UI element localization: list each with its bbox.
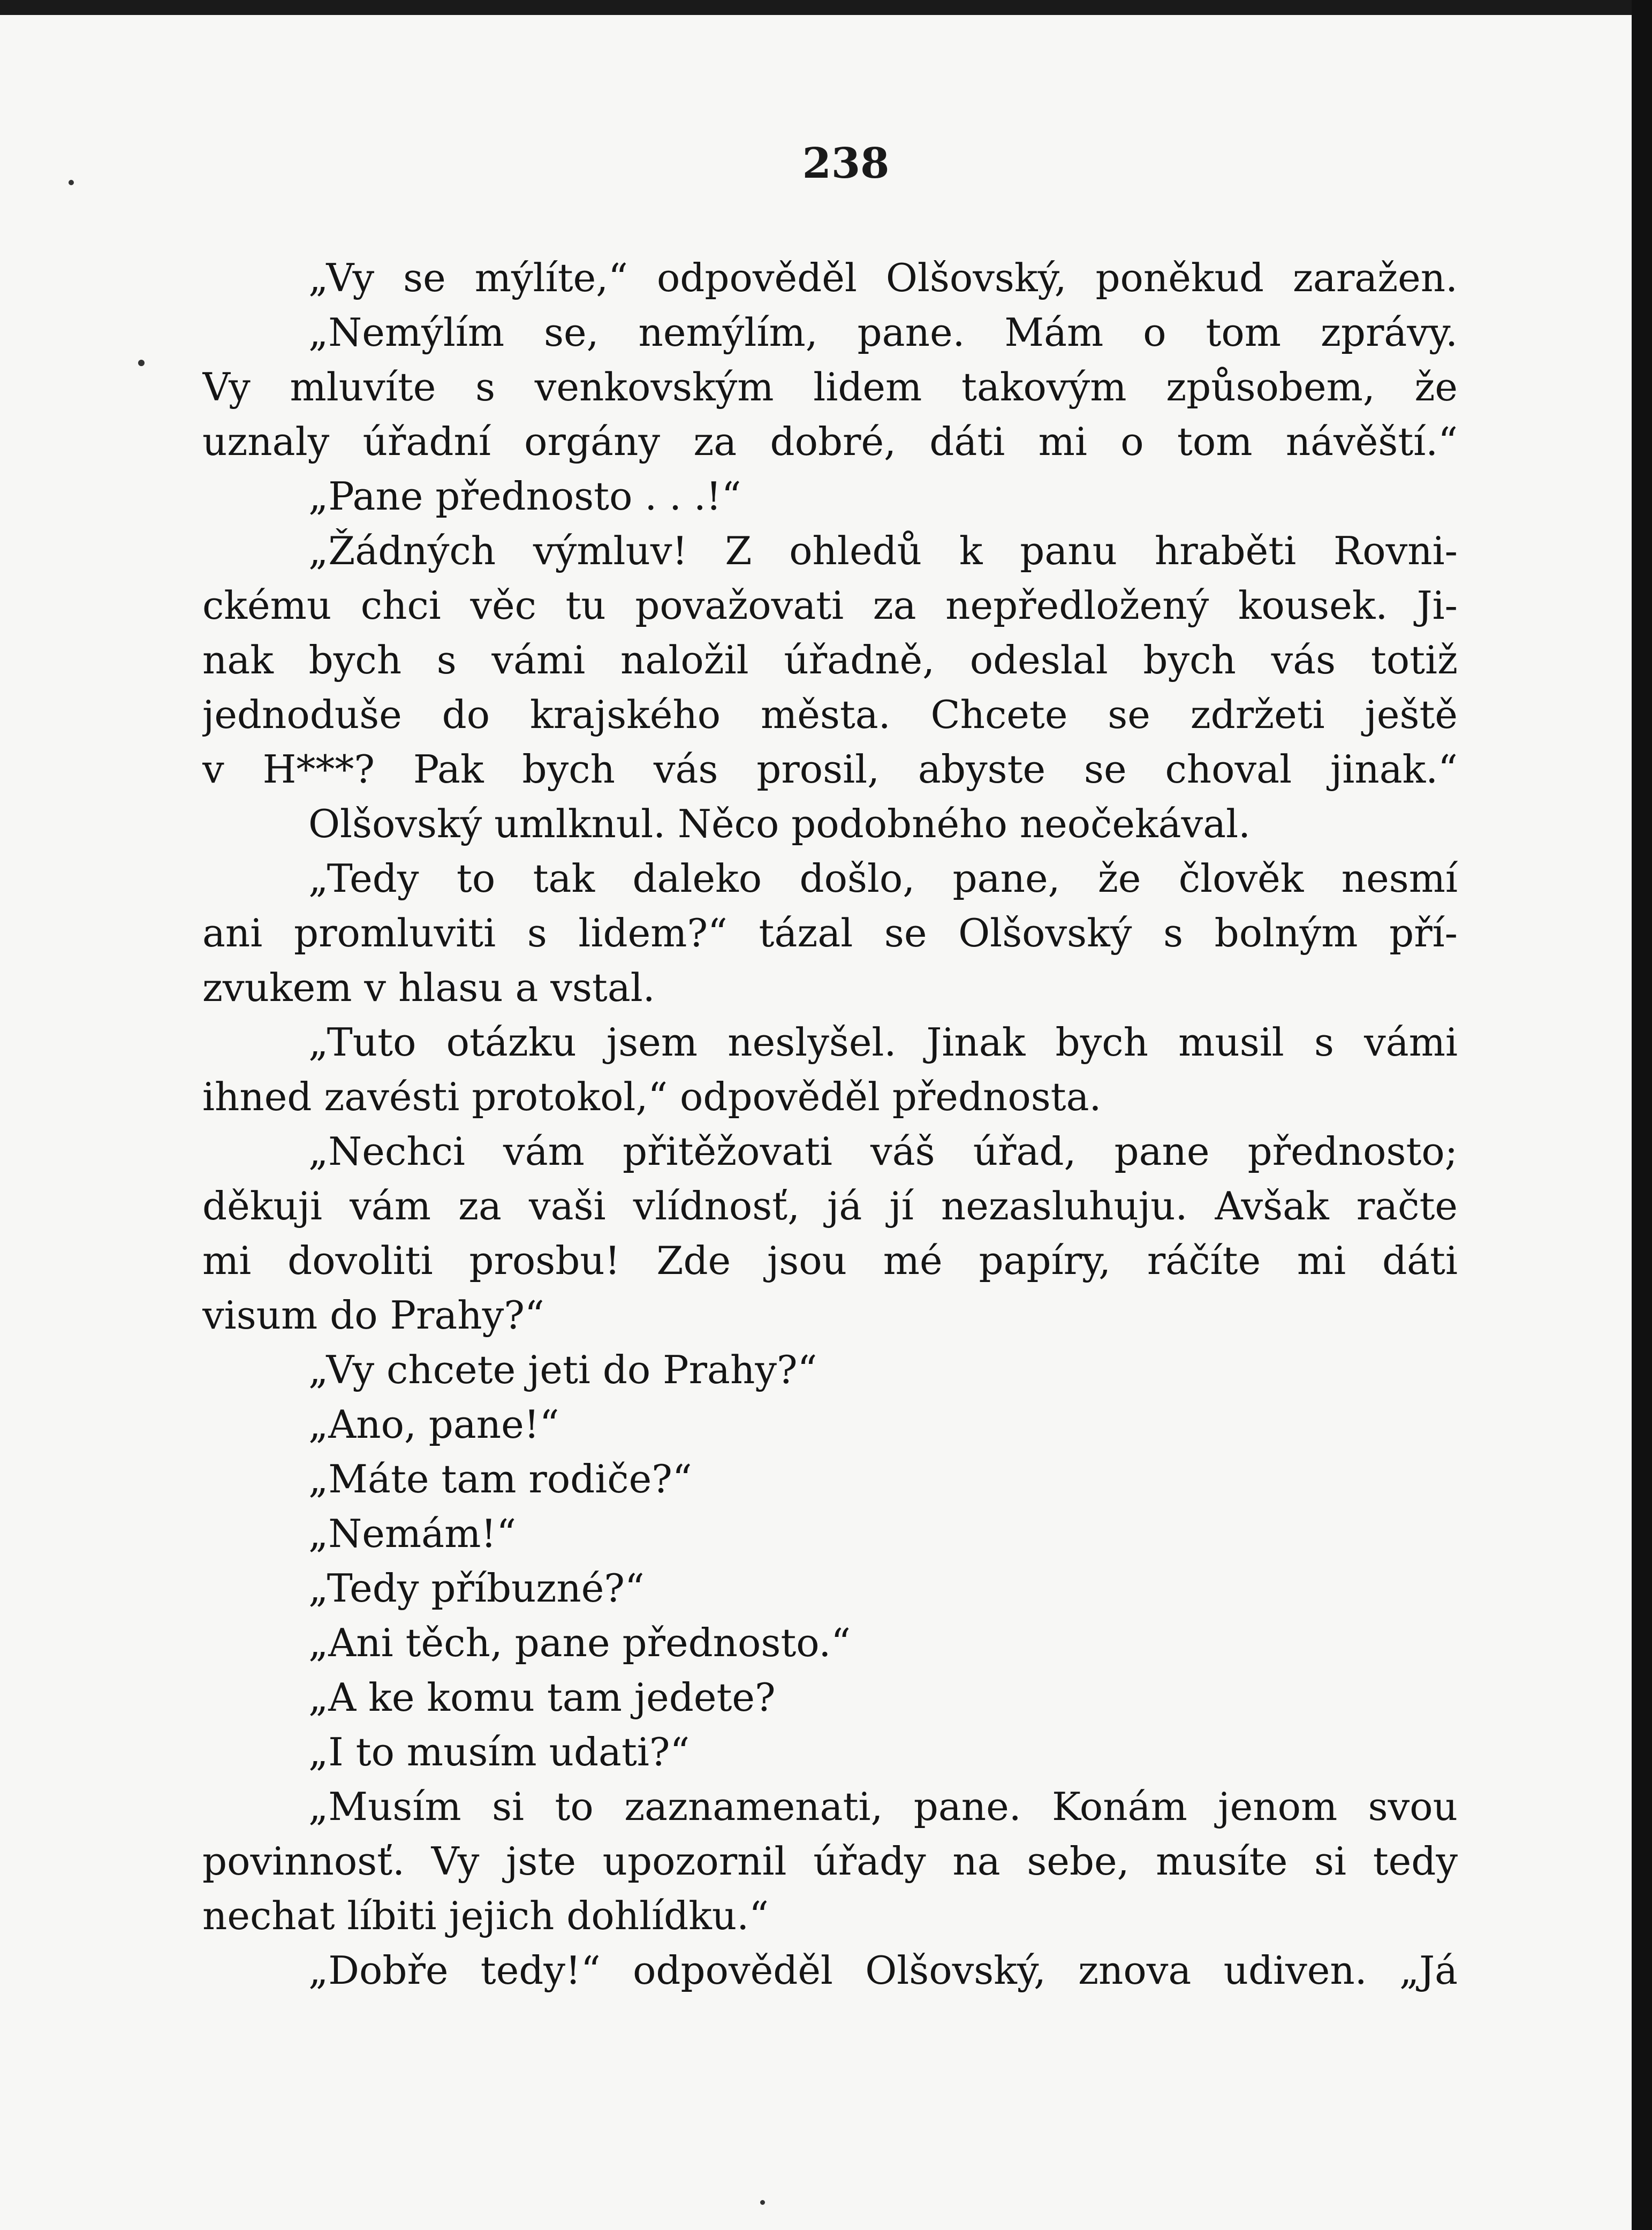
- text-line: „I to musím udati?“: [308, 1730, 690, 1774]
- text-line: „Pane přednosto . . .!“: [308, 474, 741, 519]
- text-line: „A ke komu tam jedete?: [308, 1675, 776, 1720]
- text-line: „Tedy to tak daleko došlo, pane, že člověk nesmí: [308, 856, 1458, 901]
- scan-border-top: [0, 0, 1652, 15]
- text-line: „Dobře tedy!“ odpověděl Olšovský, znova udiven. „Já: [308, 1948, 1458, 1993]
- text-line: ihned zavésti protokol,“ odpověděl přednosta.: [202, 1074, 1102, 1119]
- text-line: „Máte tam rodiče?“: [308, 1457, 692, 1501]
- scan-speck: [760, 2200, 765, 2205]
- text-line: „Vy chcete jeti do Prahy?“: [308, 1347, 817, 1392]
- text-line: „Tuto otázku jsem neslyšel. Jinak bych musil s vámi: [308, 1020, 1458, 1065]
- text-line: „Ani těch, pane přednosto.“: [308, 1620, 851, 1665]
- text-line: „Musím si to zaznamenati, pane. Konám jenom svou: [308, 1784, 1458, 1829]
- text-line: nak bych s vámi naložil úřadně, odeslal bych vás totiž: [202, 638, 1458, 682]
- text-line: „Tedy příbuzné?“: [308, 1566, 645, 1611]
- text-line: nechat líbiti jejich dohlídku.“: [202, 1893, 769, 1938]
- text-line: uznaly úřadní orgány za dobré, dáti mi o tom návěští.“: [202, 419, 1458, 464]
- text-line: v H***? Pak bych vás prosil, abyste se choval jinak.“: [202, 747, 1458, 792]
- text-line: mi dovoliti prosbu! Zde jsou mé papíry, ráčíte mi dáti: [202, 1238, 1458, 1283]
- text-line: „Žádných výmluv! Z ohledů k panu hraběti Rovni-: [308, 528, 1458, 573]
- text-line: jednoduše do krajského města. Chcete se zdržeti ještě: [202, 692, 1458, 737]
- text-line: „Nechci vám přitěžovati váš úřad, pane přednosto;: [308, 1129, 1458, 1174]
- text-line: děkuji vám za vaši vlídnosť, já jí nezasluhuju. Avšak račte: [202, 1184, 1458, 1228]
- scan-speck: [138, 360, 145, 366]
- text-line: Vy mluvíte s venkovským lidem takovým způsobem, že: [202, 365, 1458, 409]
- scan-speck: [69, 180, 74, 185]
- text-line: ckému chci věc tu považovati za nepředložený kousek. Ji-: [202, 583, 1458, 628]
- text-line: povinnosť. Vy jste upozornil úřady na sebe, musíte si tedy: [202, 1839, 1458, 1884]
- text-line: zvukem v hlasu a vstal.: [202, 965, 655, 1010]
- text-line: ani promluviti s lidem?“ tázal se Olšovský s bolným pří-: [202, 911, 1458, 955]
- text-line: „Nemám!“: [308, 1511, 517, 1556]
- text-line: „Ano, pane!“: [308, 1402, 559, 1447]
- text-line: Olšovský umlknul. Něco podobného neočekával.: [308, 801, 1251, 846]
- text-line: „Nemýlím se, nemýlím, pane. Mám o tom zprávy.: [308, 310, 1458, 355]
- page-number: 238: [802, 139, 890, 188]
- text-line: „Vy se mýlíte,“ odpověděl Olšovský, poněkud zaražen.: [308, 255, 1458, 300]
- text-line: visum do Prahy?“: [202, 1293, 544, 1338]
- scan-border-right: [1632, 0, 1652, 2230]
